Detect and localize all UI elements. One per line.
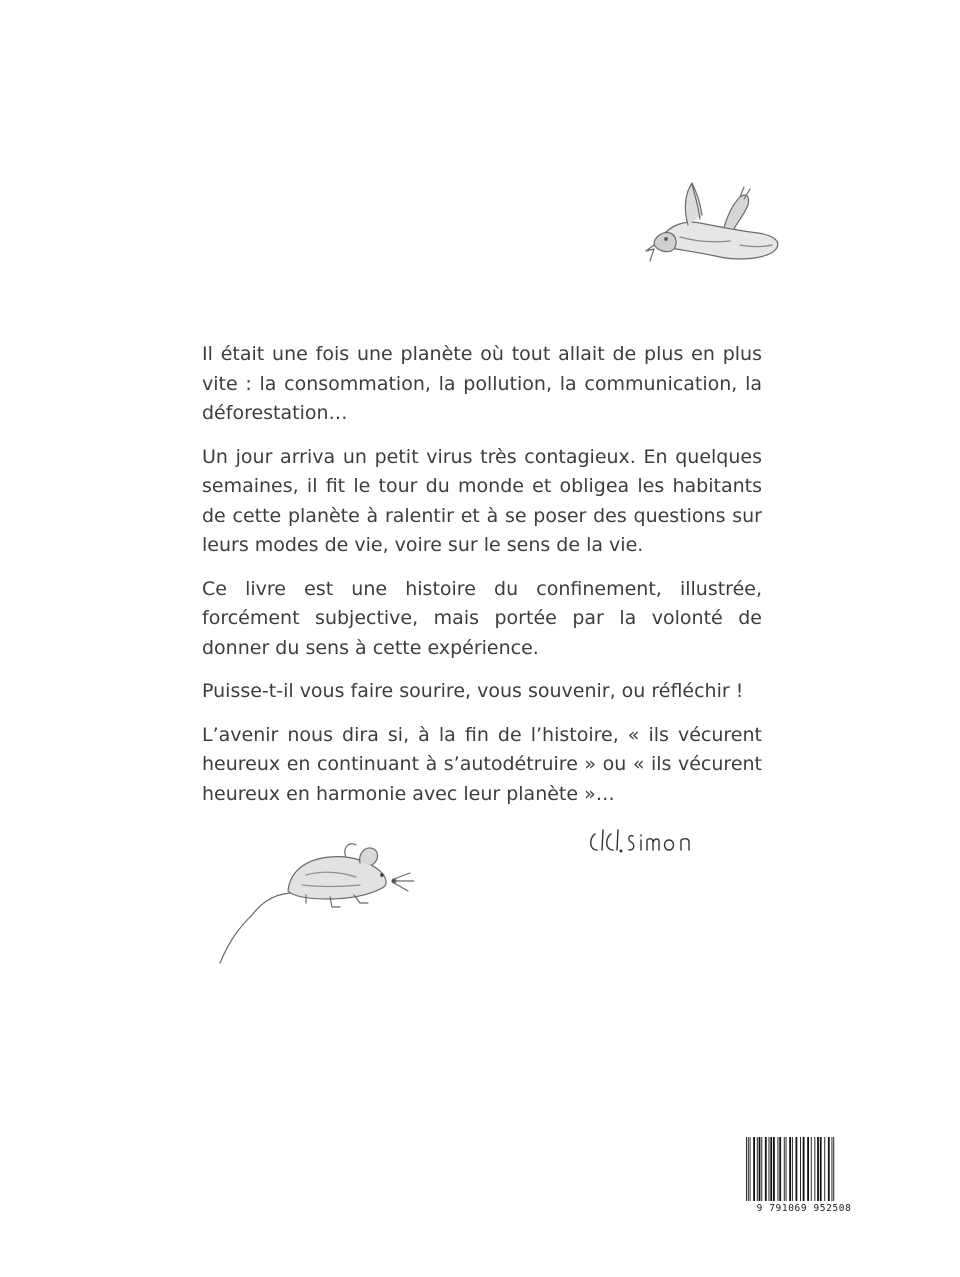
paragraph: Puisse-t-il vous faire sourire, vous souvenir, ou réfléchir ! xyxy=(202,680,744,702)
barcode-bar xyxy=(792,1137,793,1201)
barcode-bar xyxy=(784,1137,785,1201)
barcode-bar xyxy=(748,1137,749,1201)
barcode-bar xyxy=(832,1137,833,1201)
barcode-bar xyxy=(761,1137,762,1201)
barcode-bar xyxy=(765,1137,767,1201)
barcode-bar xyxy=(796,1137,798,1201)
barcode-bar xyxy=(789,1137,791,1201)
barcode-bar xyxy=(817,1137,819,1201)
barcode-bar xyxy=(778,1137,779,1201)
barcode-bar xyxy=(803,1137,805,1201)
barcode-bar xyxy=(800,1137,801,1201)
barcode-bars xyxy=(742,1135,866,1203)
barcode-bar xyxy=(828,1137,830,1201)
barcode-bar xyxy=(753,1137,755,1201)
paragraph: Il était une fois une planète où tout allait de plus en plus vite : la consommation, la pollution, la communication, la déforestation… xyxy=(202,343,762,424)
isbn-barcode xyxy=(742,1135,866,1215)
barcode-bar xyxy=(811,1137,812,1201)
barcode-number: 9 791069 952508 xyxy=(744,1203,864,1215)
back-cover-text xyxy=(202,340,762,823)
barcode-bar xyxy=(786,1137,787,1201)
barcode-bar xyxy=(820,1137,822,1201)
author-signature xyxy=(585,824,715,860)
paragraph: Ce livre est une histoire du confinement, illustrée, forcément subjective, mais portée par la volonté de donner du sens à cette expérience. xyxy=(202,577,762,659)
paragraph: Un jour arriva un petit virus très contagieux. En quelques semaines, il fit le tour du monde et obligea les habitants de cette planète à ralentir et à se poser des questions sur leurs modes de vie, voire sur le sens de la vie. xyxy=(202,445,762,556)
barcode-bar xyxy=(814,1137,815,1201)
barcode-bar xyxy=(833,1137,834,1201)
barcode-bar xyxy=(773,1137,775,1201)
barcode-bar xyxy=(824,1137,825,1201)
mouse-illustration xyxy=(210,835,420,970)
barcode-bar xyxy=(757,1137,758,1201)
paragraph: L’avenir nous dira si, à la fin de l’histoire, « ils vécurent heureux en continuant à s’autodétruire » ou « ils vécurent heureux en harmonie avec leur planète »… xyxy=(202,723,762,805)
barcode-bar xyxy=(746,1137,747,1201)
barcode-bar xyxy=(769,1137,770,1201)
barcode-bar xyxy=(779,1137,781,1201)
barcode-bar xyxy=(759,1137,761,1201)
barcode-bar xyxy=(807,1137,809,1201)
barcode-bar xyxy=(750,1137,751,1201)
bird-illustration xyxy=(640,175,785,275)
barcode-bar xyxy=(770,1137,772,1201)
